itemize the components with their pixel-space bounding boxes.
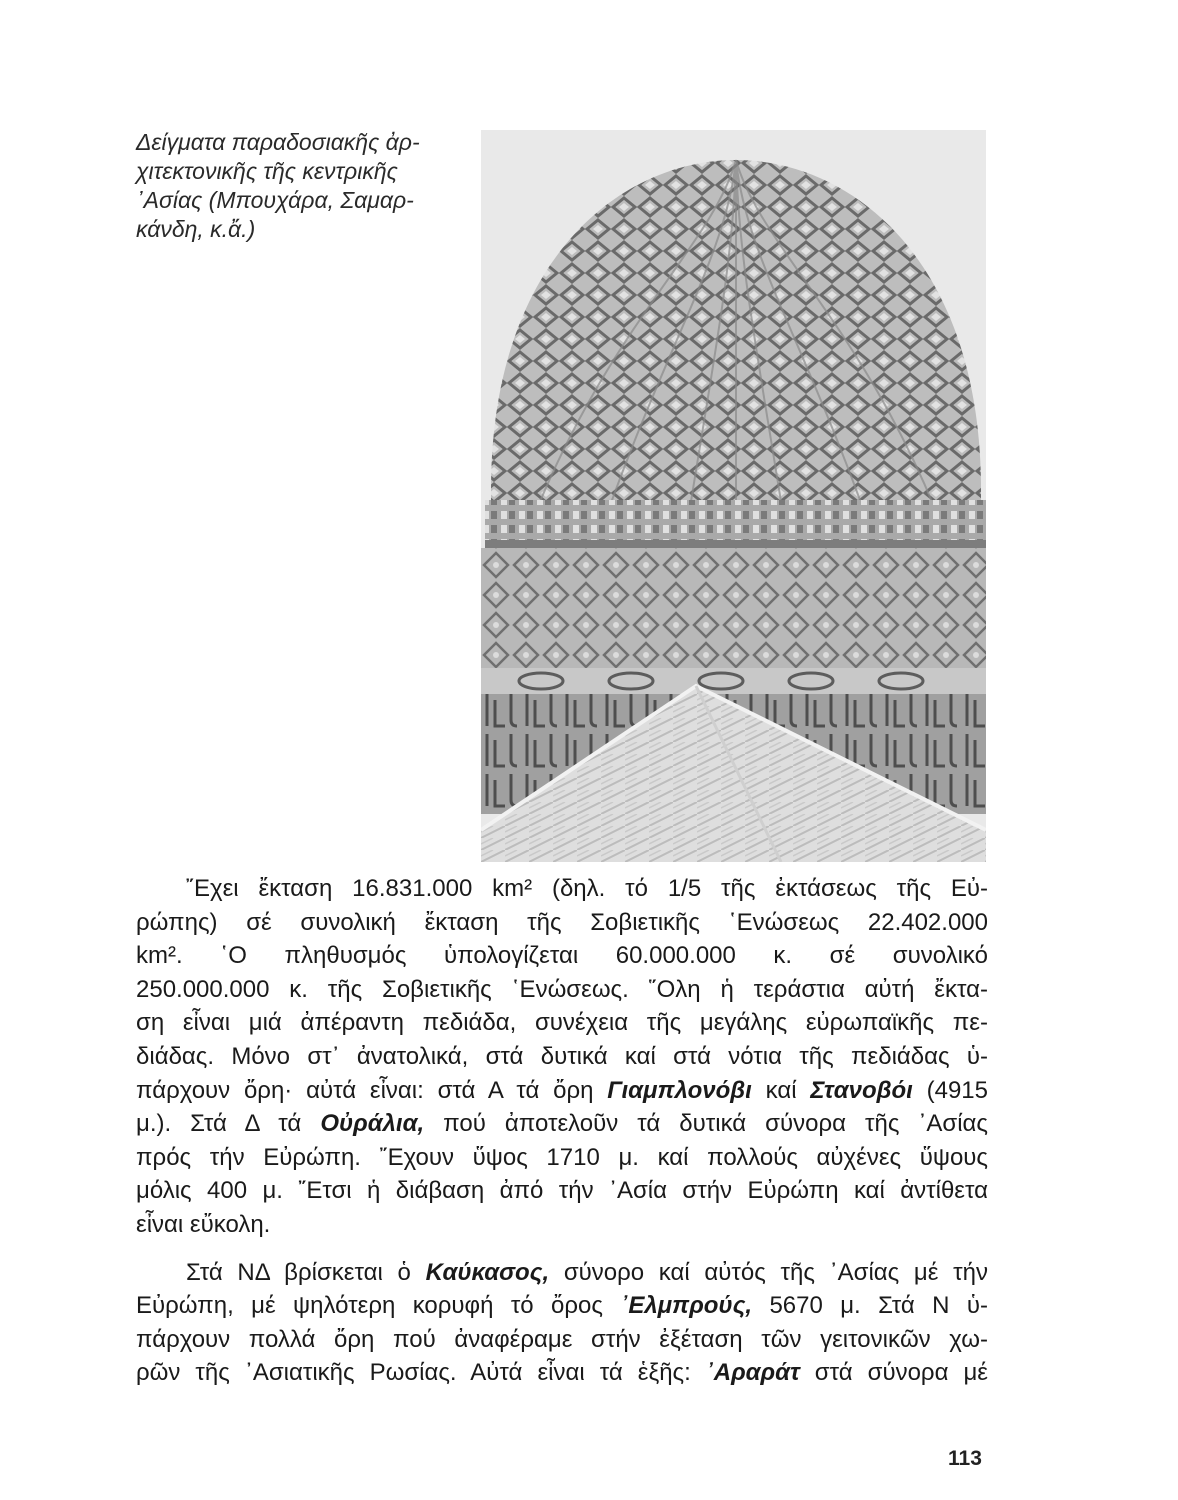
text-line: εἶναι εὔκολη.	[136, 1210, 271, 1238]
text-line: km². ῾Ο πληθυσμός ὑπολογίζεται 60.000.000 κ. σέ συνολικό	[136, 942, 988, 970]
text-run: στά σύνορα μέ	[799, 1359, 989, 1387]
place-name-ararat: ᾿Αραράτ	[705, 1359, 800, 1387]
text-line: ῎Εχει ἔκταση 16.831.000 km² (δηλ. τό 1/5 τῆς ἐκτάσεως τῆς Εὐ-	[186, 875, 988, 902]
text-line: μόλις 400 μ. ῎Ετσι ἡ διάβαση ἀπό τήν ᾿Ασία στήν Εὐρώπη καί ἀντίθετα	[136, 1177, 988, 1205]
page-number: 113	[948, 1447, 982, 1470]
place-name-caucasus: Καύκασος,	[425, 1258, 550, 1286]
text-run: σύνορο καί αὐτός τῆς ᾿Ασίας μέ τήν	[549, 1258, 988, 1286]
text-line: πάρχουν πολλά ὄρη πού ἀναφέραμε στήν ἐξέταση τῶν γειτονικῶν χω-	[136, 1325, 988, 1353]
text-run: (4915	[912, 1076, 988, 1104]
place-name-elbrus: ᾿Ελμπρούς,	[620, 1292, 753, 1320]
text-run: Εὐρώπη, μέ ψηλότερη κορυφή τό ὄρος	[136, 1292, 621, 1320]
text-line: πρός τήν Εὐρώπη. ῎Εχουν ὕψος 1710 μ. καί πολλούς αὐχένες ὕψους	[136, 1143, 988, 1171]
place-name-urals: Οὐράλια,	[320, 1110, 425, 1138]
place-name-yablonovy: Γιαμπλονόβι	[607, 1076, 752, 1104]
main-text	[136, 872, 988, 1390]
paragraph-gap	[136, 1242, 988, 1256]
caption-line: Δείγματα παραδοσιακῆς ἀρ-	[136, 129, 420, 155]
text-line: ση εἶναι μιά ἀπέραντη πεδιάδα, συνέχεια τῆς μεγάλης εὐρωπαϊκῆς πε-	[136, 1009, 988, 1037]
text-run: 5670 μ. Στά Ν ὑ-	[752, 1292, 988, 1320]
photo-caption	[136, 128, 472, 244]
text-run: καί	[751, 1076, 811, 1104]
text-line	[136, 1289, 988, 1323]
drum-lattice	[481, 548, 986, 668]
text-run: μ.). Στά Δ τά	[136, 1110, 321, 1138]
dome-illustration	[481, 130, 986, 862]
dome-photograph	[481, 130, 986, 862]
text-run: ρῶν τῆς ᾿Ασιατικῆς Ρωσίας. Αὐτά εἶναι τά ἑξῆς:	[136, 1359, 706, 1387]
decorative-band	[485, 500, 986, 540]
text-line	[136, 1074, 988, 1108]
caption-line: ᾿Ασίας (Μπουχάρα, Σαμαρ-	[136, 187, 414, 213]
place-name-stanovoy: Στανοβόι	[810, 1076, 913, 1104]
band-divider	[485, 540, 986, 548]
text-line	[136, 1356, 988, 1390]
text-line: διάδας. Μόνο στ᾿ ἀνατολικά, στά δυτικά καί στά νότια τῆς πεδιάδας ὑ-	[136, 1042, 988, 1070]
text-run: πού ἀποτελοῦν τά δυτικά σύνορα τῆς ᾿Ασίας	[424, 1110, 988, 1138]
ornament-ring	[481, 668, 986, 694]
text-line	[136, 1107, 988, 1141]
text-line: 250.000.000 κ. τῆς Σοβιετικῆς ῾Ενώσεως. ῞Ολη ἡ τεράστια αὐτή ἔκτα-	[136, 975, 988, 1003]
caption-line: χιτεκτονικῆς τῆς κεντρικῆς	[136, 158, 398, 184]
text-run: Στά ΝΔ βρίσκεται ὁ	[186, 1258, 426, 1286]
text-line	[136, 1256, 988, 1290]
caption-line: κάνδη, κ.ἄ.)	[136, 216, 256, 242]
text-line: ρώπης) σέ συνολική ἔκταση τῆς Σοβιετικῆς ῾Ενώσεως 22.402.000	[136, 908, 988, 936]
text-run: πάρχουν ὄρη· αὐτά εἶναι: στά Α τά ὄρη	[136, 1076, 608, 1104]
